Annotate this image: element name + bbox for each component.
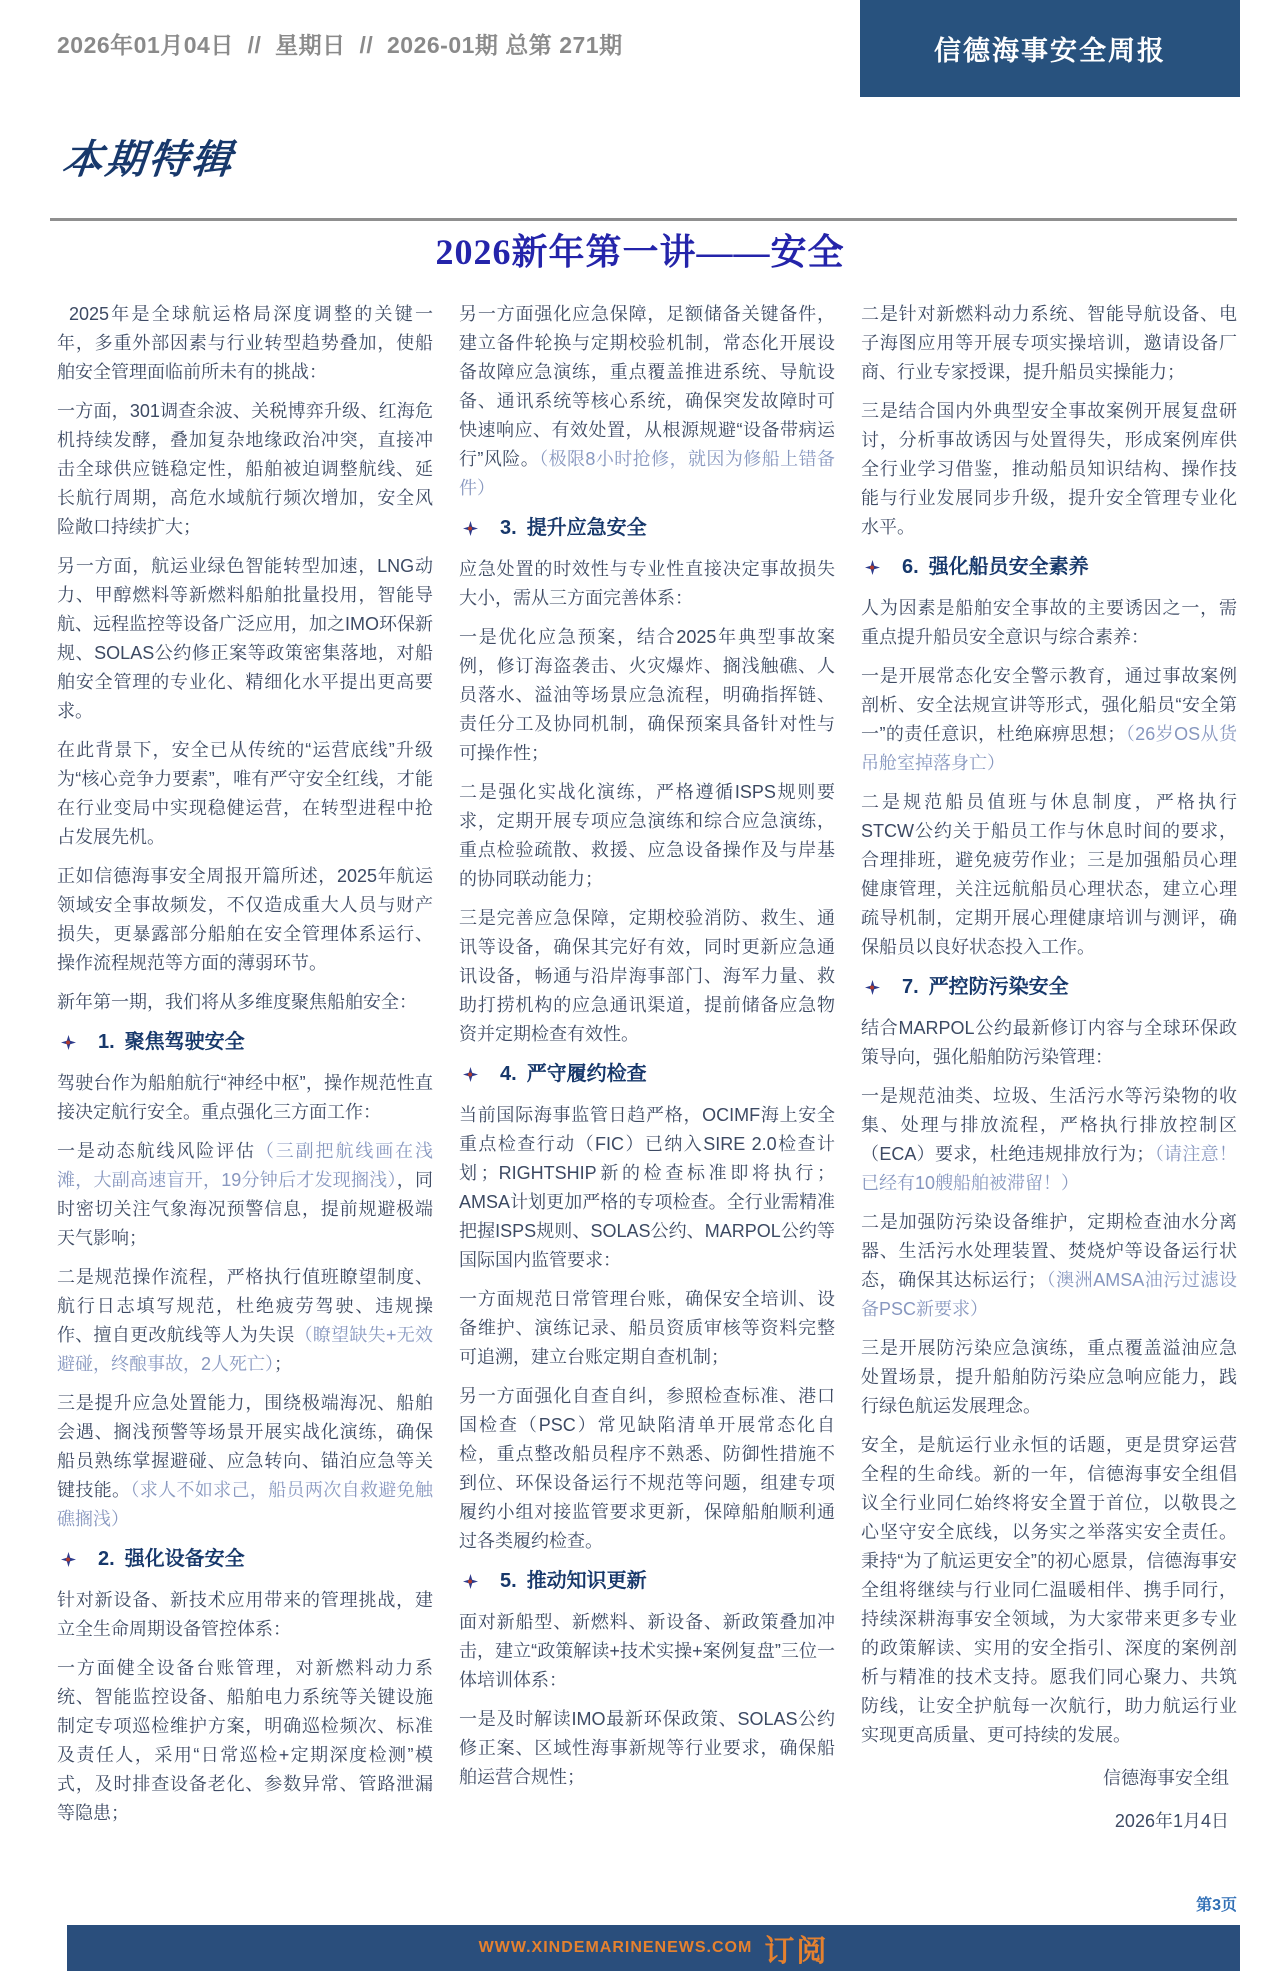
article-column-3 xyxy=(861,300,1237,1838)
case-note: （瞭望缺失+无效避碰，终酿事故，2人死亡） xyxy=(57,1325,434,1374)
section-number: 4. xyxy=(500,1063,517,1085)
section-title: 严控防污染安全 xyxy=(928,976,1069,998)
paragraph-text: 二是针对新燃料动力系统、智能导航设备、电子海图应用等开展专项实操培训，邀请设备厂商、行业专家授课，提升船员实操能力； xyxy=(861,304,1237,382)
paragraph-text: 一是及时解读IMO最新环保政策、SOLAS公约修正案、区域性海事新规等行业要求，确保船舶运营合规性； xyxy=(459,1709,835,1787)
article-paragraph xyxy=(861,397,1237,542)
header-date-line: 2026年01月04日 // 星期日 // 2026-01期 总第 271期 xyxy=(57,32,623,58)
paragraph-text: 当前国际海事监管日趋严格，OCIMF海上安全重点检查行动（FIC）已纳入SIRE 2.0检查计划；RIGHTSHIP新的检查标准即将执行；AMSA计划更加严格的专项检查。全行业需精准把握ISPS规则、SOLAS公约、MARPOL公约等国际国内监管要求： xyxy=(459,1105,835,1270)
paragraph-text: 另一方面强化应急保障，足额储备关键备件，建立备件轮换与定期校验机制，常态化开展设备故障应急演练，重点覆盖推进系统、导航设备、通讯系统等核心系统，确保突发故障时可快速响应、有效处置，从根源规避“设备带病运行”风险。 xyxy=(459,304,835,469)
paragraph-text: 应急处置的时效性与专业性直接决定事故损失大小，需从三方面完善体系： xyxy=(459,559,835,608)
section-number: 6. xyxy=(902,556,919,578)
section-heading xyxy=(861,552,1237,582)
article-paragraph xyxy=(57,1263,433,1379)
case-note: （极限8小时抢修，就因为修船上错备件） xyxy=(459,449,835,498)
section-title: 严守履约检查 xyxy=(526,1063,647,1085)
article-paragraph xyxy=(861,1082,1237,1198)
section-title: 强化船员安全素养 xyxy=(928,556,1089,578)
section-bullet-icon xyxy=(865,980,880,995)
paragraph-text: 三是提升应急处置能力，围绕极端海况、船舶会遇、搁浅预警等场景开展实战化演练，确保船员熟练掌握避碰、应急转向、锚泊应急等关键技能。 xyxy=(57,1393,433,1500)
section-bullet-icon xyxy=(463,1574,478,1589)
article-paragraph xyxy=(57,1069,433,1127)
article-paragraph xyxy=(861,300,1237,387)
article-paragraph xyxy=(861,1334,1237,1421)
section-number: 1. xyxy=(98,1031,115,1053)
article-paragraph xyxy=(57,862,433,978)
section-heading xyxy=(861,972,1237,1002)
article-paragraph xyxy=(861,788,1237,962)
article-paragraph xyxy=(57,397,433,542)
paragraph-text: 二是规范船员值班与休息制度，严格执行STCW公约关于船员工作与休息时间的要求，合理排班，避免疲劳作业；三是加强船员心理健康管理，关注远航船员心理状态，建立心理疏导机制，定期开展心理健康培训与测评，确保船员以良好状态投入工作。 xyxy=(861,792,1237,957)
site-url-link[interactable]: WWW.XINDEMARINENEWS.COM xyxy=(478,1939,753,1956)
section-heading xyxy=(459,1566,835,1596)
article-paragraph xyxy=(459,623,835,768)
section-bullet-icon xyxy=(61,1035,76,1050)
paragraph-text: 一是开展常态化安全警示教育，通过事故案例剖析、安全法规宣讲等形式，强化船员“安全第一”的责任意识，杜绝麻痹思想； xyxy=(861,666,1237,744)
article-paragraph xyxy=(57,552,433,726)
section-bullet-icon xyxy=(463,1067,478,1082)
paragraph-text: 三是结合国内外典型安全事故案例开展复盘研讨，分析事故诱因与处置得失，形成案例库供全行业学习借鉴，推动船员知识结构、操作技能与行业发展同步升级，提升安全管理专业化水平。 xyxy=(861,401,1237,537)
paragraph-text: 二是加强防污染设备维护，定期检查油水分离器、生活污水处理装置、焚烧炉等设备运行状态，确保其达标运行； xyxy=(861,1212,1237,1290)
section-bullet-icon xyxy=(865,560,880,575)
section-bullet-icon xyxy=(463,521,478,536)
paragraph-text: 三是开展防污染应急演练，重点覆盖溢油应急处置场景，提升船舶防污染应急响应能力，践行绿色航运发展理念。 xyxy=(861,1338,1237,1416)
paragraph-text: 人为因素是船舶安全事故的主要诱因之一，需重点提升船员安全意识与综合素养： xyxy=(861,598,1237,647)
section-bullet-icon xyxy=(61,1552,76,1567)
case-note: （三副把航线画在浅滩，大副高速盲开，19分钟后才发现搁浅） xyxy=(57,1141,434,1190)
feature-section-title: 本期特辑 xyxy=(60,138,237,182)
paragraph-text: 新年第一期，我们将从多维度聚焦船舶安全： xyxy=(57,992,417,1012)
brand-box xyxy=(860,0,1240,97)
article-paragraph xyxy=(861,594,1237,652)
brand-title: 信德海事安全周报 xyxy=(934,36,1166,66)
article-paragraph xyxy=(459,1705,835,1792)
article-paragraph xyxy=(459,1101,835,1275)
article-paragraph xyxy=(57,1654,433,1828)
article-headline: 2026新年第一讲——安全 xyxy=(435,232,845,272)
paragraph-text: 一方面规范日常管理台账，确保安全培训、设备维护、演练记录、船员资质审核等资料完整可追溯，建立台账定期自查机制； xyxy=(459,1289,835,1367)
section-title: 聚焦驾驶安全 xyxy=(124,1031,245,1053)
article-paragraph xyxy=(57,300,433,387)
article-paragraph xyxy=(57,1389,433,1534)
section-title: 提升应急安全 xyxy=(526,517,647,539)
page-number-label: 第3页 xyxy=(1196,1897,1237,1914)
article-paragraph xyxy=(459,1285,835,1372)
section-heading xyxy=(57,1544,433,1574)
paragraph-text: 三是完善应急保障，定期校验消防、救生、通讯等设备，确保其完好有效，同时更新应急通讯设备，畅通与沿岸海事部门、海军力量、救助打捞机构的应急通讯渠道，提前储备应急物资并定期检查有效性。 xyxy=(459,908,835,1044)
article-columns xyxy=(57,300,1237,1838)
paragraph-text: 驾驶台作为船舶航行“神经中枢”，操作规范性直接决定航行安全。重点强化三方面工作： xyxy=(57,1073,433,1122)
paragraph-text: 一是规范油类、垃圾、生活污水等污染物的收集、处理与排放流程，严格执行排放控制区（ECA）要求，杜绝违规排放行为； xyxy=(861,1086,1237,1164)
signature-line: 2026年1月4日 xyxy=(1114,1811,1229,1831)
section-number: 7. xyxy=(902,976,919,998)
paragraph-text: 在此背景下，安全已从传统的“运营底线”升级为“核心竞争力要素”，唯有严守安全红线，才能在行业变局中实现稳健运营，在转型进程中抢占发展先机。 xyxy=(57,740,433,847)
header-divider xyxy=(50,218,1237,221)
article-paragraph xyxy=(459,1382,835,1556)
signature-line: 信德海事安全组 xyxy=(1103,1768,1229,1788)
article-paragraph xyxy=(861,662,1237,778)
section-heading xyxy=(459,1059,835,1089)
article-paragraph xyxy=(459,555,835,613)
article-paragraph xyxy=(459,1608,835,1695)
paragraph-text: 结合MARPOL公约最新修订内容与全球环保政策导向，强化船舶防污染管理： xyxy=(861,1018,1237,1067)
section-heading xyxy=(57,1027,433,1057)
section-title: 推动知识更新 xyxy=(526,1570,647,1592)
paragraph-text: 另一方面强化自查自纠，参照检查标准、港口国检查（PSC）常见缺陷清单开展常态化自检，重点整改船员程序不熟悉、防御性措施不到位、环保设备运行不规范等问题，组建专项履约小组对接监管要求更新，保障船舶顺利通过各类履约检查。 xyxy=(459,1386,835,1551)
section-number: 2. xyxy=(98,1548,115,1570)
paragraph-text: 一方面健全设备台账管理，对新燃料动力系统、智能监控设备、船舶电力系统等关键设施制定专项巡检维护方案，明确巡检频次、标准及责任人，采用“日常巡检+定期深度检测”模式，及时排查设备老化、参数异常、管路泄漏等隐患； xyxy=(57,1658,433,1823)
article-paragraph xyxy=(861,1431,1237,1750)
case-note: （26岁OS从货吊舱室掉落身亡） xyxy=(861,724,1237,773)
section-heading xyxy=(459,513,835,543)
paragraph-text: 一是优化应急预案，结合2025年典型事故案例，修订海盗袭击、火灾爆炸、搁浅触礁、人员落水、溢油等场景应急流程，明确指挥链、责任分工及协同机制，确保预案具备针对性与可操作性； xyxy=(459,627,835,763)
paragraph-text: 另一方面，航运业绿色智能转型加速，LNG动力、甲醇燃料等新燃料船舶批量投用，智能导航、远程监控等设备广泛应用，加之IMO环保新规、SOLAS公约修正案等政策密集落地，对船舶安全管理的专业化、精细化水平提出更高要求。 xyxy=(57,556,433,721)
article-paragraph xyxy=(861,1208,1237,1324)
paragraph-text: 针对新设备、新技术应用带来的管理挑战，建立全生命周期设备管控体系： xyxy=(57,1590,433,1639)
article-paragraph xyxy=(861,1014,1237,1072)
paragraph-text: 面对新船型、新燃料、新设备、新政策叠加冲击，建立“政策解读+技术实操+案例复盘”三位一体培训体系： xyxy=(459,1612,835,1690)
paragraph-text: ； xyxy=(274,1354,293,1374)
article-paragraph xyxy=(57,1137,433,1253)
section-number: 3. xyxy=(500,517,517,539)
paragraph-text: 安全，是航运行业永恒的话题，更是贯穿运营全程的生命线。新的一年，信德海事安全组倡议全行业同仁始终将安全置于首位，以敬畏之心坚守安全底线，以务实之举落实安全责任。秉持“为了航运更安全”的初心愿景，信德海事安全组将继续与行业同仁温暖相伴、携手同行，持续深耕海事安全领域，为大家带来更多专业的政策解读、实用的安全指引、深度的案例剖析与精准的技术支持。愿我们同心聚力、共筑防线，让安全护航每一次航行，助力航运行业实现更高质量、更可持续的发展。 xyxy=(861,1435,1237,1745)
article-paragraph xyxy=(57,988,433,1017)
article-paragraph xyxy=(57,736,433,852)
case-note: （澳洲AMSA油污过滤设备PSC新要求） xyxy=(861,1270,1238,1319)
paragraph-text: 一方面，301调查余波、关税博弈升级、红海危机持续发酵，叠加复杂地缘政治冲突，直接冲击全球供应链稳定性，船舶被迫调整航线、延长航行周期，高危水域航行频次增加，安全风险敞口持续扩大； xyxy=(57,401,433,537)
paragraph-text: 二是规范操作流程，严格执行值班瞭望制度、航行日志填写规范，杜绝疲劳驾驶、违规操作、擅自更改航线等人为失误 xyxy=(57,1267,433,1345)
article-paragraph xyxy=(459,904,835,1049)
section-title: 强化设备安全 xyxy=(124,1548,245,1570)
article-column-2 xyxy=(459,300,835,1838)
subscribe-link[interactable]: 订阅 xyxy=(764,1935,829,1968)
article-paragraph xyxy=(459,300,835,503)
case-note: （请注意！已经有10艘船舶被滞留！） xyxy=(861,1144,1237,1193)
paragraph-text: ，同时密切关注气象海况预警信息，提前规避极端天气影响； xyxy=(57,1170,433,1248)
section-number: 5. xyxy=(500,1570,517,1592)
article-paragraph xyxy=(459,778,835,894)
paragraph-text: 2025年是全球航运格局深度调整的关键一年，多重外部因素与行业转型趋势叠加，使船舶安全管理面临前所未有的挑战： xyxy=(57,304,433,382)
article-column-1 xyxy=(57,300,433,1838)
paragraph-text: 一是动态航线风险评估 xyxy=(57,1141,256,1161)
article-paragraph xyxy=(57,1586,433,1644)
case-note: （求人不如求己，船员两次自救避免触礁搁浅） xyxy=(57,1480,434,1529)
paragraph-text: 正如信德海事安全周报开篇所述，2025年航运领域安全事故频发，不仅造成重大人员与财产损失，更暴露部分船舶在安全管理体系运行、操作流程规范等方面的薄弱环节。 xyxy=(57,866,433,973)
paragraph-text: 二是强化实战化演练，严格遵循ISPS规则要求，定期开展专项应急演练和综合应急演练，重点检验疏散、救援、应急设备操作及与岸基的协同联动能力； xyxy=(459,782,835,889)
footer-bar xyxy=(67,1925,1240,1971)
